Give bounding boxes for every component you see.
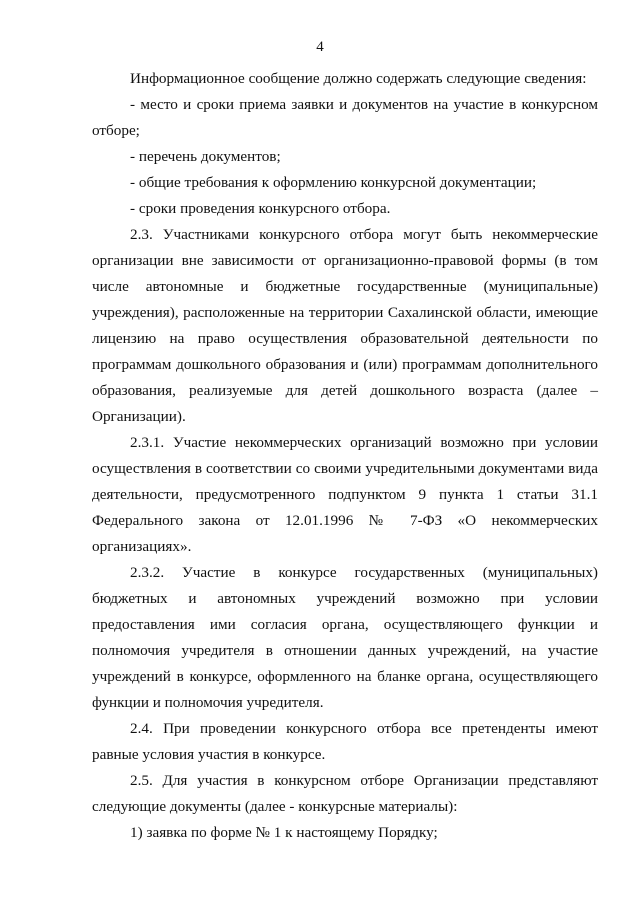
paragraph-list-item-deadlines: - сроки проведения конкурсного отбора. <box>130 200 391 217</box>
paragraph-2-3-2: 2.3.2. Участие в конкурсе государственных (муниципальных) бюджетных и автономных учреждений возможно при условии предоставления ими согласия органа, осуществляющего функции и полномочия учредителя в отношении данных учреждений, на участие учреждений в конкурсе, оформленного на бланке органа, осуществляющего функции и полномочия учредителя. <box>92 564 598 711</box>
paragraph-2-3: 2.3. Участниками конкурсного отбора могут быть некоммерческие организации вне зависимости от организационно-правовой формы (в том числе автономные и бюджетные государственные (муниципальные) учреждения), расположенные на территории Сахалинской области, имеющие лицензию на право осуществления образовательной деятельности по программам дошкольного образования и (или) программам дополнительного образования, реализуемые для детей дошкольного возраста (далее – Организации). <box>92 226 598 425</box>
paragraph-2-4: 2.4. При проведении конкурсного отбора все претенденты имеют равные условия участия в конкурсе. <box>92 720 598 763</box>
paragraph-info-message-intro: Информационное сообщение должно содержать следующие сведения: <box>130 70 587 87</box>
paragraph-list-item-requirements: - общие требования к оформлению конкурсной документации; <box>130 174 537 191</box>
paragraph-list-item-application: 1) заявка по форме № 1 к настоящему Порядку; <box>130 824 438 841</box>
paragraph-2-3-1: 2.3.1. Участие некоммерческих организаций возможно при условии осуществления в соответствии со своими учредительными документами вида деятельности, предусмотренного подпунктом 9 пункта 1 статьи 31.1 Федерального закона от 12.01.1996 № 7-ФЗ «О некоммерческих организациях». <box>92 434 598 555</box>
paragraph-list-item-place-and-terms: - место и сроки приема заявки и документов на участие в конкурсном отборе; <box>92 96 598 139</box>
paragraph-2-5: 2.5. Для участия в конкурсном отборе Организации представляют следующие документы (далее - конкурсные материалы): <box>92 772 598 815</box>
paragraph-list-item-documents: - перечень документов; <box>130 148 281 165</box>
document-body <box>92 66 598 846</box>
page-number: 4 <box>316 39 324 55</box>
